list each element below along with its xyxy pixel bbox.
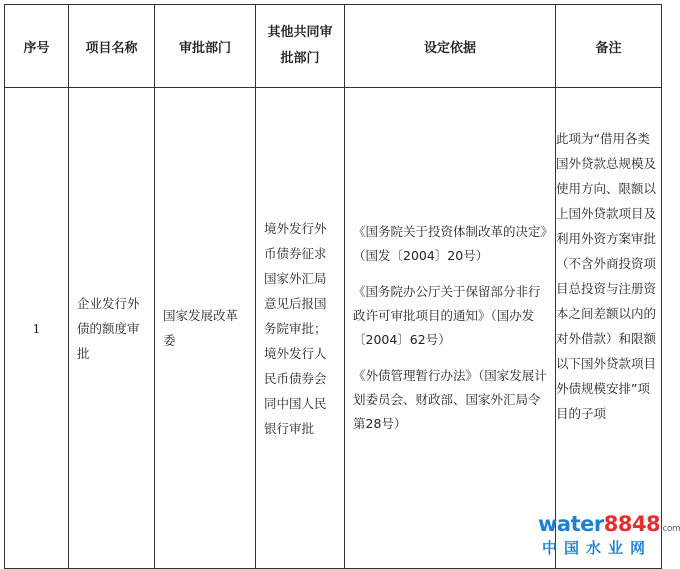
row-remark: 此项为“借用各类国外贷款总规模及使用方向、限额以上国外贷款项目及利用外资方案审批（不含外商投资项目总投资与注册资本之间差额以内的对外借款）和限额以下国外贷款项目外债规模安排”项目的子项 — [556, 131, 657, 421]
row-basis-list — [345, 220, 555, 436]
header-name: 项目名称 — [69, 5, 155, 88]
row-index: 1 — [5, 88, 69, 569]
row-dept-cell — [155, 88, 256, 569]
header-dept: 审批部门 — [155, 5, 256, 88]
header-basis: 设定依据 — [345, 5, 556, 88]
header-other-dept-cell — [256, 5, 345, 88]
approval-table — [4, 4, 662, 569]
header-other-dept: 其他共同审批部门 — [267, 25, 333, 66]
table-row — [5, 88, 662, 569]
basis-item: 《国务院关于投资体制改革的决定》（国发〔2004〕20号） — [353, 224, 547, 263]
row-dept: 国家发展改革委 — [163, 308, 239, 348]
watermark-brand-part2: 8848 — [603, 512, 661, 536]
watermark-brand-suffix: .com — [660, 524, 680, 534]
header-row — [5, 5, 662, 88]
row-name-cell — [69, 88, 155, 569]
row-remark-cell — [556, 88, 662, 569]
watermark-brand-part1: water — [538, 512, 604, 536]
watermark-logo — [538, 512, 680, 558]
row-name: 企业发行外债的额度审批 — [77, 295, 140, 361]
row-other-dept-cell — [256, 88, 345, 569]
header-remark: 备注 — [556, 5, 662, 88]
basis-item: 《外债管理暂行办法》（国家发展计划委员会、财政部、国家外汇局令第28号） — [353, 368, 547, 431]
row-other-dept: 境外发行外币债券征求国家外汇局意见后报国务院审批；境外发行人民币债券会同中国人民银行审批 — [264, 220, 327, 436]
basis-item: 《国务院办公厅关于保留部分非行政许可审批项目的通知》（国办发〔2004〕62号） — [353, 284, 541, 347]
watermark-brand — [538, 512, 680, 536]
header-index: 序号 — [5, 5, 69, 88]
row-basis-cell — [345, 88, 556, 569]
watermark-cn-name: 中国水业网 — [542, 539, 653, 557]
